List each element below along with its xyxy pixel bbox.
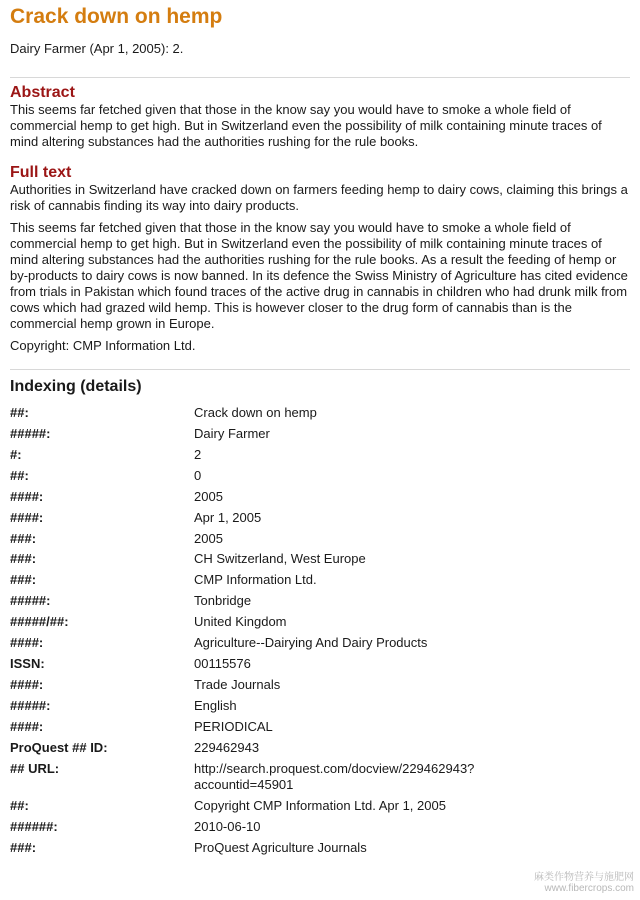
index-value: PERIODICAL bbox=[194, 719, 273, 735]
index-label: #####: bbox=[10, 425, 51, 441]
index-value: 2010-06-10 bbox=[194, 819, 261, 835]
index-label: ####: bbox=[10, 509, 44, 525]
index-row bbox=[10, 465, 630, 486]
divider bbox=[10, 369, 630, 370]
index-label: ProQuest ## ID: bbox=[10, 740, 108, 756]
abstract-text: This seems far fetched given that those in the know say you would have to smoke a whole field of commercial hemp to get high. But in Switzerland even the possibility of milk containing minute traces of mind altering substances had the authorities rushing for the rule books. bbox=[10, 102, 602, 149]
index-label: ####: bbox=[10, 635, 44, 651]
index-row bbox=[10, 549, 630, 570]
fulltext-paragraph: Authorities in Switzerland have cracked down on farmers feeding hemp to dairy cows, claiming this brings a risk of cannabis finding its way into dairy products. bbox=[10, 182, 628, 213]
index-row bbox=[10, 838, 630, 859]
index-value: Dairy Farmer bbox=[194, 425, 270, 441]
index-value: United Kingdom bbox=[194, 614, 287, 630]
index-row bbox=[10, 528, 630, 549]
index-value: CH Switzerland, West Europe bbox=[194, 551, 366, 567]
index-row bbox=[10, 654, 630, 675]
index-label: ####: bbox=[10, 677, 44, 693]
article-citation: Dairy Farmer (Apr 1, 2005): 2. bbox=[10, 41, 184, 56]
index-label: ###: bbox=[10, 551, 37, 567]
index-value: Copyright CMP Information Ltd. Apr 1, 2005 bbox=[194, 798, 446, 814]
index-value: 2 bbox=[194, 446, 202, 462]
index-value: 0 bbox=[194, 467, 202, 483]
index-value: 2005 bbox=[194, 488, 223, 504]
index-row bbox=[10, 717, 630, 738]
index-row bbox=[10, 402, 630, 423]
index-value: ProQuest Agriculture Journals bbox=[194, 840, 367, 856]
index-label: ## URL: bbox=[10, 761, 60, 777]
index-label: ###: bbox=[10, 530, 37, 546]
fulltext-copyright: Copyright: CMP Information Ltd. bbox=[10, 338, 196, 353]
index-value: 00115576 bbox=[194, 656, 251, 672]
index-label: ##: bbox=[10, 467, 29, 483]
index-row bbox=[10, 486, 630, 507]
abstract-heading: Abstract bbox=[10, 84, 75, 101]
divider bbox=[10, 77, 630, 78]
index-row bbox=[10, 423, 630, 444]
index-label: ##: bbox=[10, 404, 29, 420]
index-row bbox=[10, 612, 630, 633]
index-row bbox=[10, 675, 630, 696]
fulltext-heading: Full text bbox=[10, 164, 72, 181]
index-label: #####: bbox=[10, 698, 51, 714]
index-row bbox=[10, 796, 630, 817]
index-row bbox=[10, 817, 630, 838]
index-value: 2005 bbox=[194, 530, 223, 546]
index-label: ISSN: bbox=[10, 656, 45, 672]
index-row bbox=[10, 696, 630, 717]
index-row bbox=[10, 633, 630, 654]
index-value: Agriculture--Dairying And Dairy Products bbox=[194, 635, 428, 651]
watermark-line: 麻类作物营养与施肥网 bbox=[534, 872, 634, 883]
index-row bbox=[10, 591, 630, 612]
index-label: #####/##: bbox=[10, 614, 69, 630]
indexing-heading: Indexing (details) bbox=[10, 378, 142, 395]
index-label: #: bbox=[10, 446, 22, 462]
index-row bbox=[10, 444, 630, 465]
index-label: ##: bbox=[10, 798, 29, 814]
index-value: CMP Information Ltd. bbox=[194, 572, 317, 588]
index-label: ####: bbox=[10, 719, 44, 735]
index-row bbox=[10, 570, 630, 591]
index-label: ###: bbox=[10, 840, 37, 856]
fulltext-paragraph: This seems far fetched given that those in the know say you would have to smoke a whole field of commercial hemp to get high. But in Switzerland even the possibility of milk containing minute traces of mind altering substances had the authorities rushing for the rule books. As a result the feeding of hemp or by-products to dairy cows is now banned. In its defence the Swiss Ministry of Agriculture has cited evidence from trials in Pakistan which found traces of the active drug in cannabis in children who had drunk milk from cows which had grazed wild hemp. This is however closer to the drug form of cannabis than is the commercial hemp grown in Europe. bbox=[10, 220, 628, 331]
index-row bbox=[10, 507, 630, 528]
index-label: ####: bbox=[10, 488, 44, 504]
index-label: ######: bbox=[10, 819, 58, 835]
document-url-value: http://search.proquest.com/docview/229462943? accountid=45901 bbox=[194, 761, 475, 793]
index-value: 229462943 bbox=[194, 740, 260, 756]
index-row bbox=[10, 759, 630, 796]
index-value: English bbox=[194, 698, 237, 714]
index-value: Crack down on hemp bbox=[194, 404, 317, 420]
index-value: Trade Journals bbox=[194, 677, 281, 693]
watermark-line: www.fibercrops.com bbox=[544, 883, 634, 894]
index-label: ###: bbox=[10, 572, 37, 588]
article-title: Crack down on hemp bbox=[10, 5, 223, 28]
index-value: Tonbridge bbox=[194, 593, 252, 609]
index-value: Apr 1, 2005 bbox=[194, 509, 262, 525]
indexing-table bbox=[10, 402, 630, 859]
site-watermark bbox=[534, 872, 634, 894]
index-row bbox=[10, 738, 630, 759]
index-label: #####: bbox=[10, 593, 51, 609]
